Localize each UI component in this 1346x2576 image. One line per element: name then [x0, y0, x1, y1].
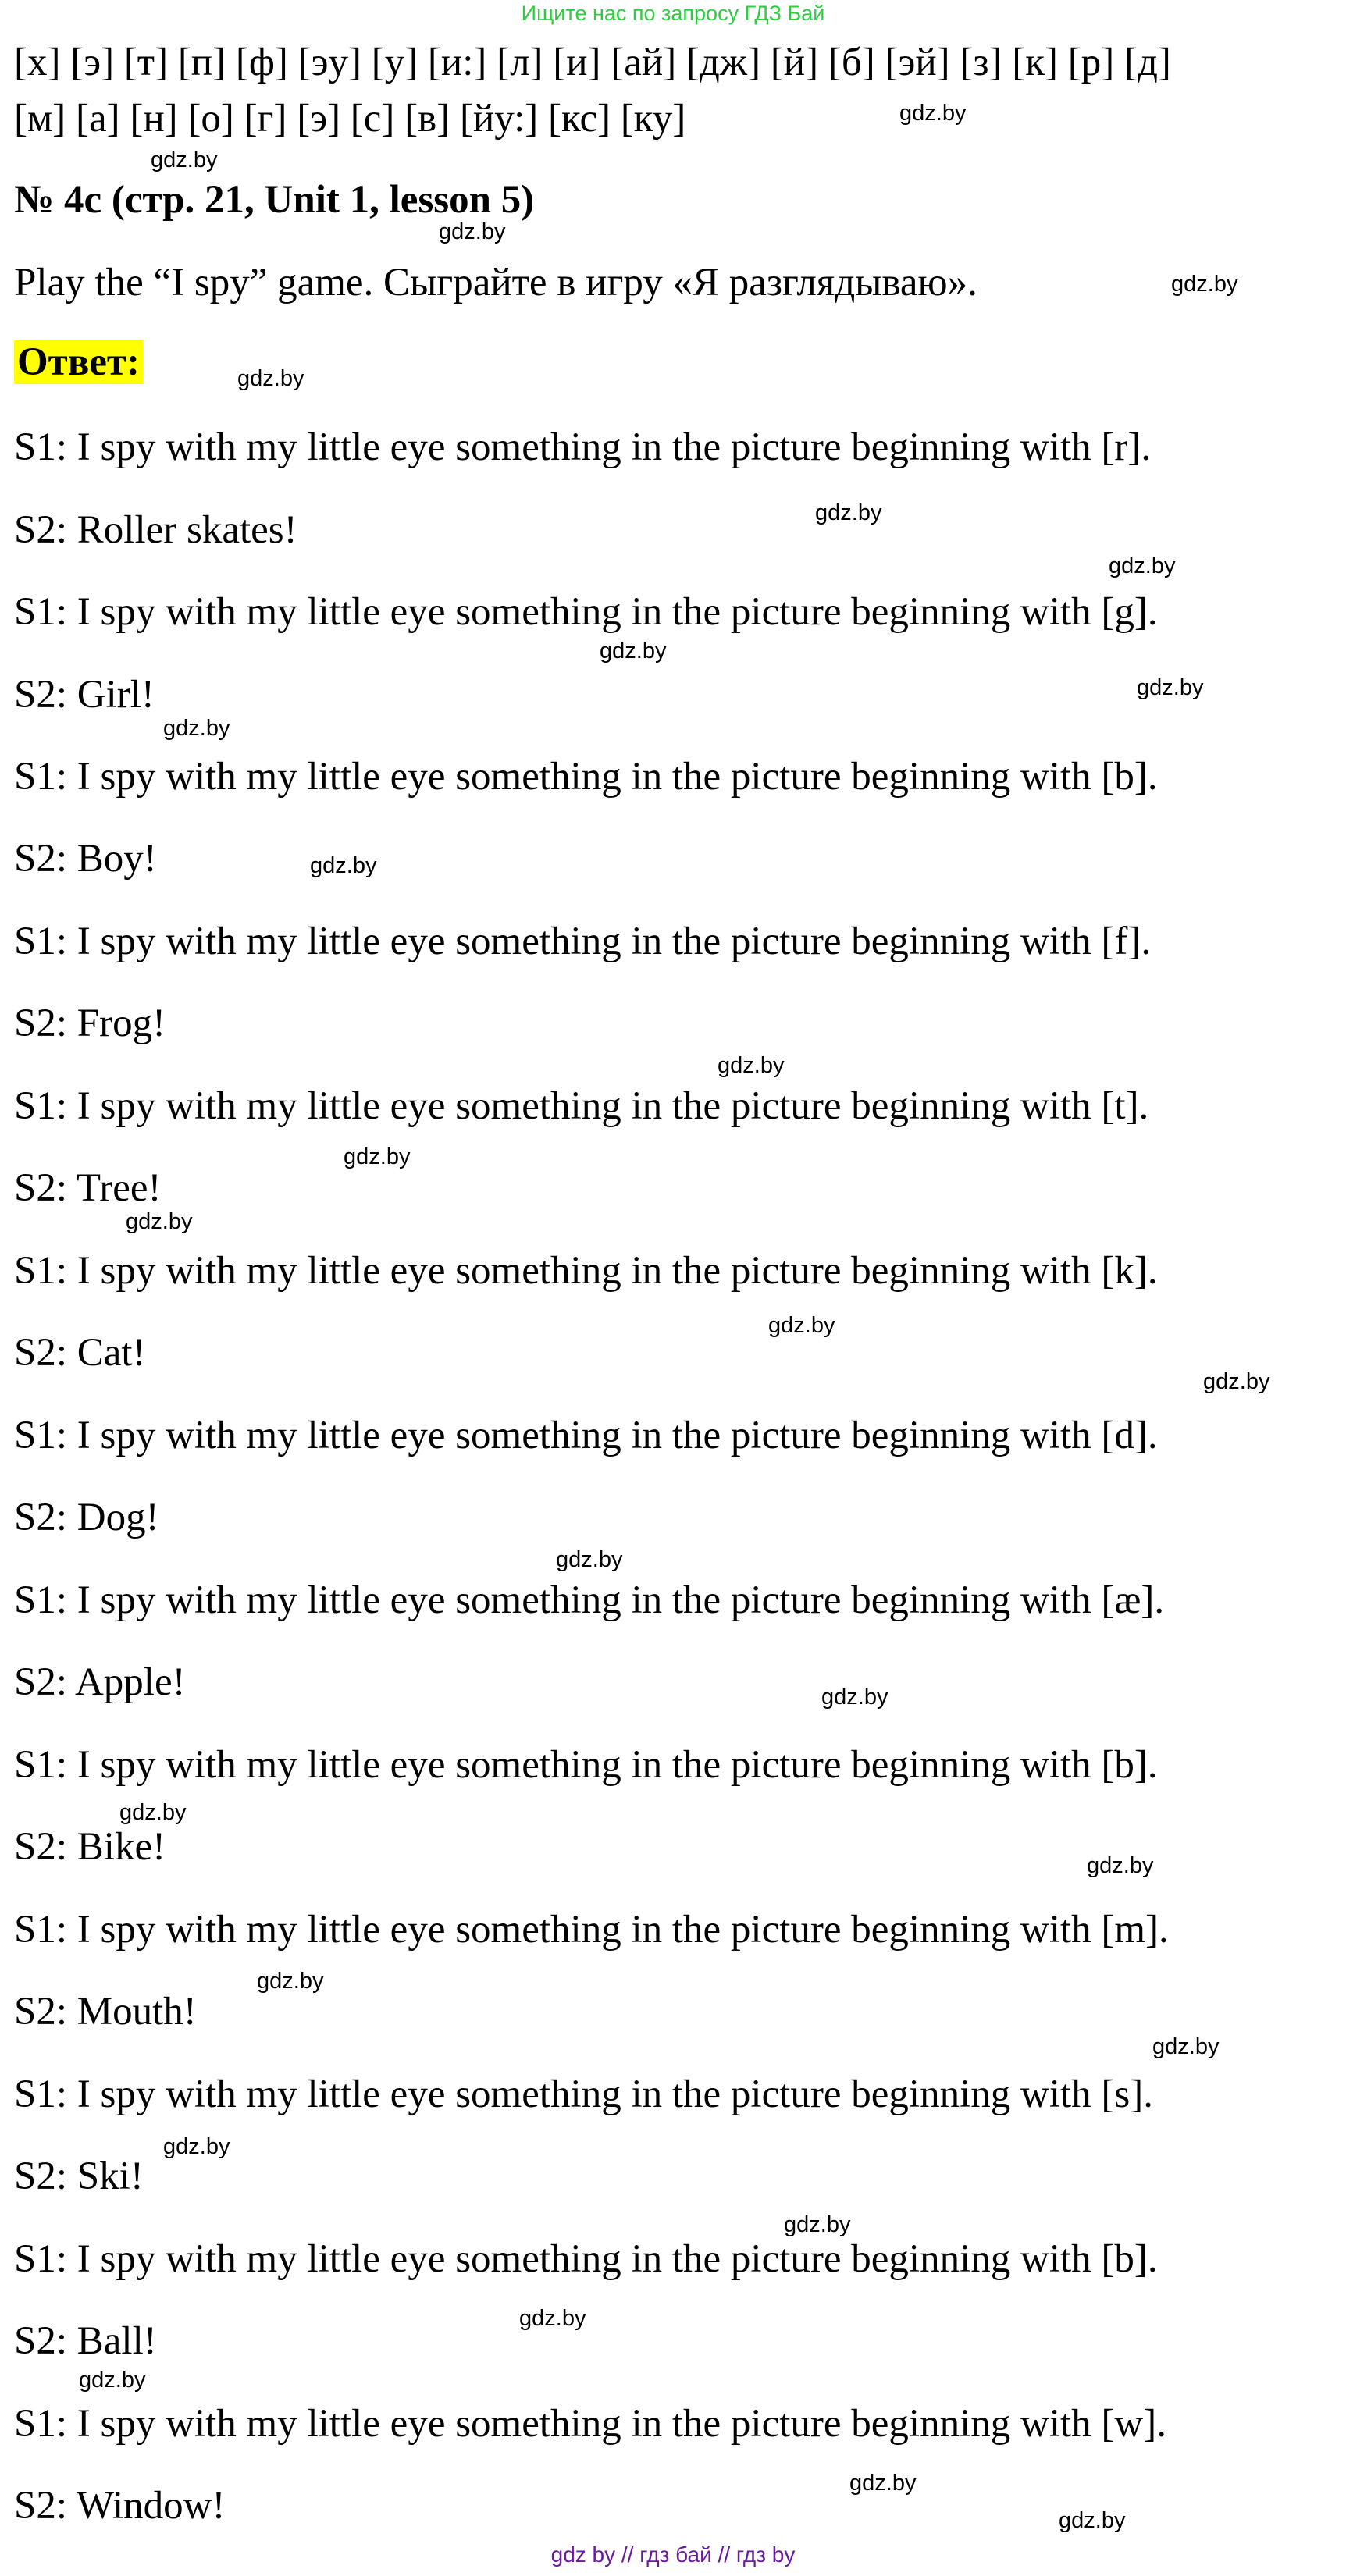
sounds-line-1: [х] [э] [т] [п] [ф] [эу] [у] [и:] [л] [и] [ай] [дж] [й] [б] [эй] [з] [к] [р] [д]	[14, 41, 1171, 84]
watermark: gdz.by	[163, 2134, 230, 2159]
watermark: gdz.by	[519, 2306, 586, 2331]
watermark: gdz.by	[126, 1209, 193, 1234]
top-banner[interactable]: Ищите нас по запросу ГДЗ Бай	[521, 2, 825, 25]
watermark: gdz.by	[237, 366, 304, 391]
dialogue-line: S1: I spy with my little eye something in the picture beginning with [r].	[14, 425, 1152, 469]
watermark: gdz.by	[151, 148, 218, 173]
dialogue-line: S1: I spy with my little eye something in the picture beginning with [m].	[14, 1908, 1169, 1952]
dialogue-line: S2: Girl!	[14, 673, 155, 717]
task-heading: № 4c (стр. 21, Unit 1, lesson 5)	[14, 178, 535, 222]
dialogue-line: S1: I spy with my little eye something in the picture beginning with [æ].	[14, 1578, 1165, 1622]
dialogue-line: S1: I spy with my little eye something in the picture beginning with [f].	[14, 920, 1152, 963]
watermark: gdz.by	[1203, 1369, 1270, 1394]
watermark: gdz.by	[1137, 675, 1204, 700]
watermark: gdz.by	[1171, 272, 1238, 297]
watermark: gdz.by	[784, 2212, 851, 2237]
watermark: gdz.by	[600, 639, 667, 664]
dialogue-line: S2: Boy!	[14, 837, 157, 881]
dialogue-line: S2: Mouth!	[14, 1990, 197, 2033]
watermark: gdz.by	[815, 500, 882, 525]
footer-links[interactable]: gdz by // гдз бай // гдз by	[550, 2542, 796, 2567]
watermark: gdz.by	[257, 1969, 324, 1994]
watermark: gdz.by	[1109, 553, 1176, 578]
dialogue-line: S2: Frog!	[14, 1002, 166, 1045]
dialogue-line: S1: I spy with my little eye something in the picture beginning with [b].	[14, 2237, 1158, 2281]
watermark: gdz.by	[849, 2471, 917, 2496]
watermark: gdz.by	[439, 219, 506, 244]
watermark: gdz.by	[1152, 2034, 1220, 2059]
dialogue-line: S2: Tree!	[14, 1166, 162, 1210]
dialogue-line: S1: I spy with my little eye something in the picture beginning with [g].	[14, 590, 1158, 634]
dialogue-line: S2: Roller skates!	[14, 508, 297, 552]
watermark: gdz.by	[899, 101, 967, 126]
watermark: gdz.by	[344, 1144, 411, 1169]
dialogue-line: S1: I spy with my little eye something in the picture beginning with [t].	[14, 1084, 1149, 1128]
watermark: gdz.by	[79, 2368, 146, 2393]
dialogue-line: S1: I spy with my little eye something in the picture beginning with [b].	[14, 755, 1158, 799]
dialogue-line: S2: Ski!	[14, 2154, 144, 2198]
dialogue-line: S2: Dog!	[14, 1496, 159, 1539]
watermark: gdz.by	[821, 1685, 888, 1710]
dialogue-line: S2: Ball!	[14, 2319, 157, 2363]
task-instruction: Play the “I spy” game. Сыграйте в игру «Я разглядываю».	[14, 261, 977, 304]
watermark: gdz.by	[1087, 1853, 1154, 1878]
dialogue-line: S2: Cat!	[14, 1331, 146, 1375]
dialogue-line: S2: Window!	[14, 2484, 226, 2528]
dialogue-line: S1: I spy with my little eye something in the picture beginning with [s].	[14, 2073, 1153, 2116]
watermark: gdz.by	[718, 1053, 785, 1078]
dialogue-line: S1: I spy with my little eye something in the picture beginning with [k].	[14, 1249, 1158, 1293]
answer-label-row	[14, 339, 143, 386]
dialogue-line: S2: Apple!	[14, 1660, 186, 1704]
dialogue-line: S1: I spy with my little eye something in the picture beginning with [b].	[14, 1743, 1158, 1787]
dialogue-line: S1: I spy with my little eye something in the picture beginning with [d].	[14, 1414, 1158, 1457]
answer-label: Ответ:	[14, 340, 143, 384]
watermark: gdz.by	[163, 716, 230, 741]
watermark: gdz.by	[556, 1547, 623, 1572]
watermark: gdz.by	[310, 853, 377, 878]
watermark: gdz.by	[1059, 2508, 1126, 2533]
sounds-line-2: [м] [а] [н] [о] [г] [э] [с] [в] [йу:] [кс] [ку]	[14, 97, 686, 141]
watermark: gdz.by	[768, 1313, 835, 1338]
dialogue-line: S1: I spy with my little eye something in the picture beginning with [w].	[14, 2402, 1166, 2446]
dialogue-line: S2: Bike!	[14, 1825, 166, 1869]
watermark: gdz.by	[119, 1800, 187, 1825]
